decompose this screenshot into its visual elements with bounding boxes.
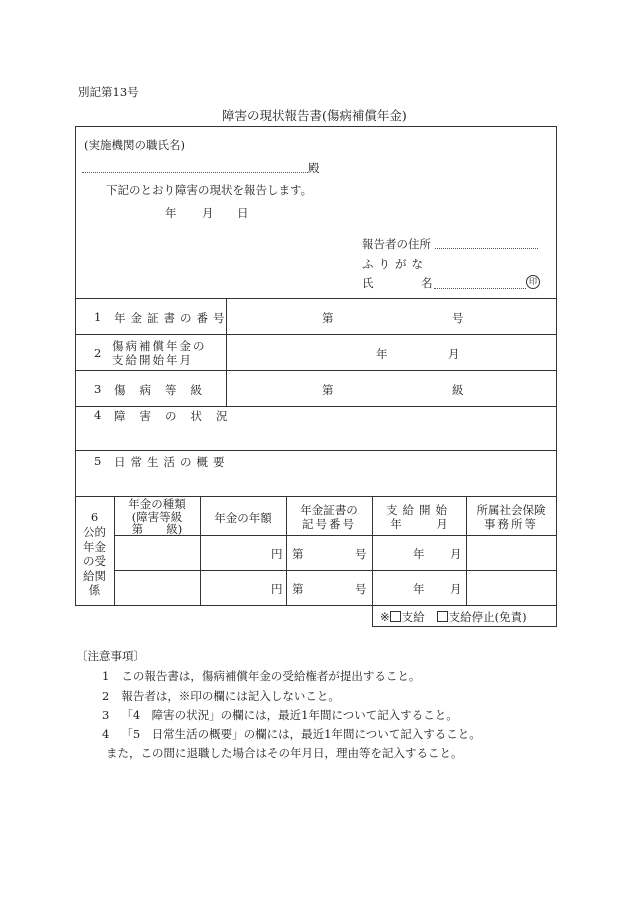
note-item: 1 この報告書は，傷病補償年金の受給権者が提出すること。 [102,669,421,683]
note-item: 3 「4 障害の状況」の欄には，最近1年間について記入すること。 [102,708,458,722]
honorific: 殿 [308,161,320,175]
name-label-2: 名 [421,276,433,290]
row2-value-b: 月 [448,347,460,361]
row-b-yen: 円 [271,582,283,596]
row5-num: 5 [94,454,102,468]
section6-label: 公的 年金 の受 給関 係 [83,525,106,597]
row2-label-line1: 傷病補償年金の [112,339,207,353]
official-mark: ※ [380,610,390,624]
seal-icon: 印 [526,275,540,289]
divider [114,570,557,571]
row-b-year: 年 [413,582,425,596]
row3-num: 3 [94,382,102,396]
row2-label-line2: 支給開始年月 [112,353,193,367]
header-cert-number: 年金証書の 記号番号 [300,503,358,531]
furigana-label: ふりがな [362,257,428,271]
note-continuation: また，この間に退職した場合はその年月日，理由等を記入すること。 [106,746,463,760]
row3-value-a: 第 [322,383,334,397]
form-number: 別記第13号 [78,85,139,99]
divider [556,606,557,626]
header-annual-amount: 年金の年額 [214,511,272,525]
row3-value-b: 級 [452,383,464,397]
header-pension-type: 年金の種類 (障害等級 第 級) [128,497,186,536]
row5-label: 日常生活の概要 [114,455,230,469]
page-title: 障害の現状報告書(傷病補償年金) [222,108,407,123]
agency-label: (実施機関の職氏名) [84,138,185,152]
date-year: 年 [165,206,177,220]
header-office: 所属社会保険 事務所等 [476,503,546,531]
payment-status [380,609,527,625]
notes-heading: 〔注意事項〕 [76,649,145,663]
reporter-address-label: 報告者の住所 [362,237,431,251]
section6-num: 6 [90,510,99,524]
option-payment-label: 支給 [401,610,425,624]
row3-label: 傷病等級 [114,383,216,397]
row-b-dai: 第 [292,582,304,596]
row1-value-a: 第 [322,311,334,325]
row4-label: 障害の状況 [114,409,242,423]
row-a-dai: 第 [292,547,304,561]
row-a-month: 月 [450,547,462,561]
date-day: 日 [237,206,249,220]
name-label-1: 氏 [362,276,374,290]
row2-num: 2 [94,346,102,360]
reporter-name-line[interactable] [434,288,526,289]
row-a-year: 年 [413,547,425,561]
checkbox-payment[interactable] [390,611,401,622]
divider [75,450,557,451]
option-suspended-label: 支給停止(免責) [448,610,527,624]
agency-name-line[interactable] [82,172,308,173]
row-a-go: 号 [355,547,367,561]
divider [75,298,557,299]
reporter-address-line[interactable] [435,248,538,249]
row-b-month: 月 [450,582,462,596]
statement: 下記のとおり障害の現状を報告します。 [106,183,313,197]
row1-label: 年金証書の番号 [114,311,230,325]
row2-value-a: 年 [376,347,388,361]
divider [75,406,557,407]
date-month: 月 [202,206,214,220]
divider [372,626,557,627]
note-item: 2 報告者は，※印の欄には記入しないこと。 [102,689,340,703]
row1-value-b: 号 [452,311,464,325]
divider [75,334,557,335]
row4-num: 4 [94,408,102,422]
divider [75,370,557,371]
row-b-go: 号 [355,582,367,596]
row1-num: 1 [94,310,102,324]
checkbox-suspended[interactable] [437,611,448,622]
row-a-yen: 円 [271,547,283,561]
header-start-date: 支給開始 年 月 [386,503,452,531]
note-item: 4 「5 日常生活の概要」の欄には，最近1年間について記入すること。 [102,727,481,741]
